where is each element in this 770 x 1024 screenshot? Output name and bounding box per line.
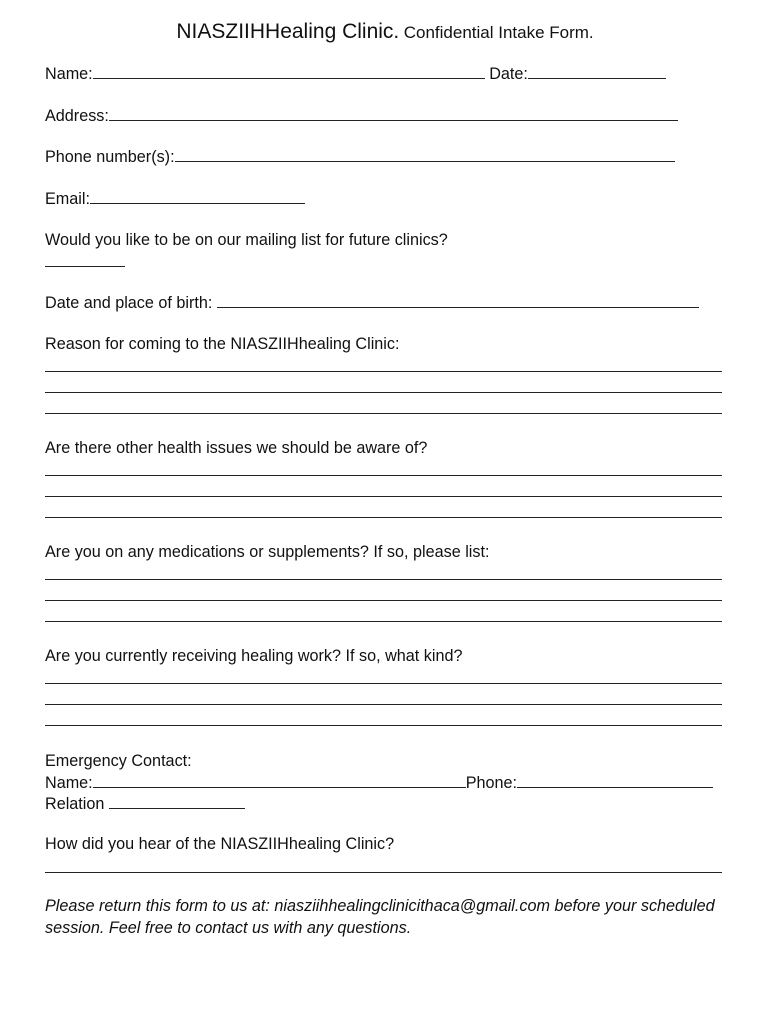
date-field[interactable] [528, 63, 666, 79]
birth-row [45, 292, 699, 313]
health-issues-answer-line-2[interactable] [45, 496, 722, 497]
emergency-relation-field[interactable] [109, 793, 245, 809]
name-label: Name: [45, 65, 93, 83]
form-title [0, 20, 770, 44]
health-issues-answer-line-1[interactable] [45, 475, 722, 476]
mailing-answer-field[interactable] [45, 251, 125, 267]
phone-field[interactable] [175, 146, 675, 162]
address-row [45, 105, 678, 126]
health-issues-question: Are there other health issues we should be aware of? [45, 439, 428, 457]
phone-label: Phone number(s): [45, 148, 175, 166]
health-issues-answer-line-3[interactable] [45, 517, 722, 518]
birth-label: Date and place of birth: [45, 294, 213, 312]
referral-answer-line[interactable] [45, 872, 722, 873]
form-subtitle: Confidential Intake Form. [403, 23, 594, 42]
name-date-row [45, 63, 666, 84]
reason-answer-line-1[interactable] [45, 371, 722, 372]
reason-answer-line-3[interactable] [45, 413, 722, 414]
emergency-name-field[interactable] [93, 772, 466, 788]
emergency-relation-label: Relation [45, 795, 105, 813]
healing-work-answer-line-2[interactable] [45, 704, 722, 705]
return-instructions: Please return this form to us at: niasziihhealingclinicithaca@gmail.com before your scheduled session. Feel free to contact us with any questions. [45, 897, 715, 937]
emergency-relation-row [45, 793, 245, 814]
email-label: Email: [45, 190, 90, 208]
mailing-answer-row [45, 251, 125, 272]
medications-answer-line-2[interactable] [45, 600, 722, 601]
birth-field[interactable] [217, 292, 699, 308]
healing-work-answer-line-1[interactable] [45, 683, 722, 684]
medications-answer-line-3[interactable] [45, 621, 722, 622]
date-label: Date: [489, 65, 528, 83]
healing-work-answer-line-3[interactable] [45, 725, 722, 726]
medications-answer-line-1[interactable] [45, 579, 722, 580]
medications-question: Are you on any medications or supplements? If so, please list: [45, 543, 490, 561]
clinic-name: NIASZIIHHealing Clinic. [176, 20, 400, 43]
emergency-name-label: Name: [45, 774, 93, 792]
emergency-heading: Emergency Contact: [45, 752, 192, 770]
reason-answer-line-2[interactable] [45, 392, 722, 393]
email-row [45, 188, 305, 209]
emergency-phone-label: Phone: [465, 774, 517, 792]
email-field[interactable] [90, 188, 305, 204]
emergency-phone-field[interactable] [517, 772, 713, 788]
mailing-question: Would you like to be on our mailing list for future clinics? [45, 231, 448, 249]
healing-work-question: Are you currently receiving healing work? If so, what kind? [45, 647, 463, 665]
referral-question: How did you hear of the NIASZIIHhealing Clinic? [45, 835, 395, 853]
reason-question: Reason for coming to the NIASZIIHhealing Clinic: [45, 335, 400, 353]
name-field[interactable] [93, 63, 485, 79]
phone-row [45, 146, 675, 167]
address-field[interactable] [109, 105, 678, 121]
address-label: Address: [45, 107, 109, 125]
emergency-name-phone-row [45, 772, 713, 793]
